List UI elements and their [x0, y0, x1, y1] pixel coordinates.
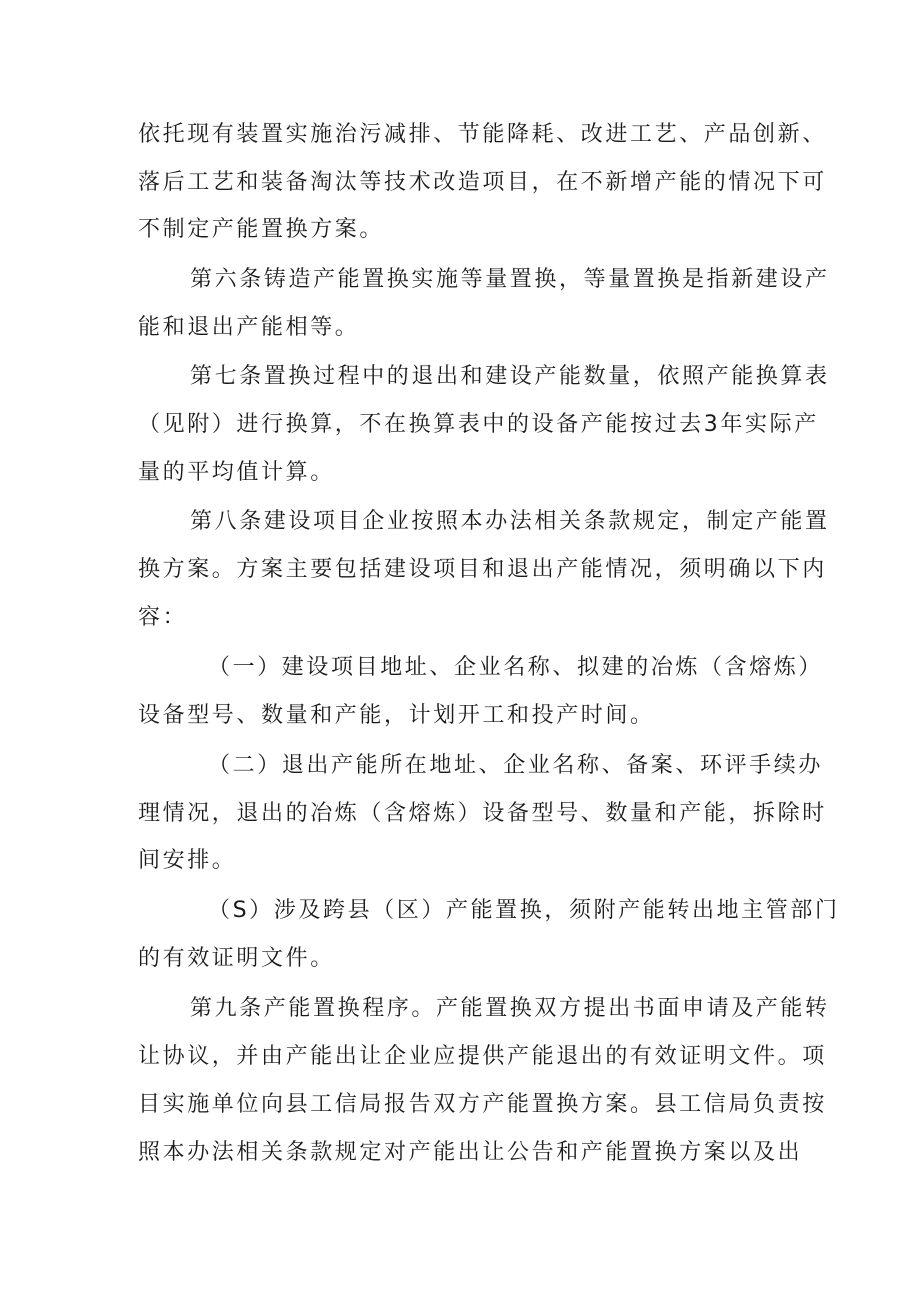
text-line: 依托现有装置实施治污减排、节能降耗、改进工艺、产品创新、 [138, 122, 827, 147]
text-line: 量的平均值计算。 [138, 460, 335, 485]
list-item-1: （一）建设项目地址、企业名称、拟建的冶炼（含熔炼） [208, 655, 824, 680]
text-line: 设备型号、数量和产能，计划开工和投产时间。 [138, 703, 655, 728]
list-item-3: （S）涉及跨县（区）产能置换，须附产能转出地主管部门 [208, 898, 840, 923]
text-line: 间安排。 [138, 848, 237, 873]
text-line: 落后工艺和装备淘汰等技术改造项目，在不新增产能的情况下可 [138, 170, 827, 195]
text-line: 目实施单位向县工信局报告双方产能置换方案。县工信局负责按 [138, 1092, 827, 1117]
paragraph-start-article-8: 第八条建设项目企业按照本办法相关条款规定，制定产能置 [190, 509, 830, 534]
text-line: 让协议，并由产能出让企业应提供产能退出的有效证明文件。项 [138, 1044, 827, 1069]
paragraph-start-article-9: 第九条产能置换程序。产能置换双方提出书面申请及产能转 [190, 996, 830, 1021]
text-line: 能和退出产能相等。 [138, 315, 360, 340]
text-line: 理情况，退出的冶炼（含熔炼）设备型号、数量和产能，拆除时 [138, 801, 827, 826]
text-line: 的有效证明文件。 [138, 946, 335, 971]
paragraph-start-article-6: 第六条铸造产能置换实施等量置换，等量置换是指新建设产 [190, 267, 830, 292]
text-line: （见附）进行换算，不在换算表中的设备产能按过去3年实际产 [138, 412, 819, 437]
text-line: 容： [138, 605, 188, 630]
text-line: 换方案。方案主要包括建设项目和退出产能情况，须明确以下内 [138, 557, 827, 582]
text-line: 照本办法相关条款规定对产能出让公告和产能置换方案以及出 [138, 1140, 803, 1165]
list-item-2: （二）退出产能所在地址、企业名称、备案、环评手续办 [208, 753, 824, 778]
text-line: 不制定产能置换方案。 [138, 217, 385, 242]
paragraph-start-article-7: 第七条置换过程中的退出和建设产能数量，依照产能换算表 [190, 364, 830, 389]
